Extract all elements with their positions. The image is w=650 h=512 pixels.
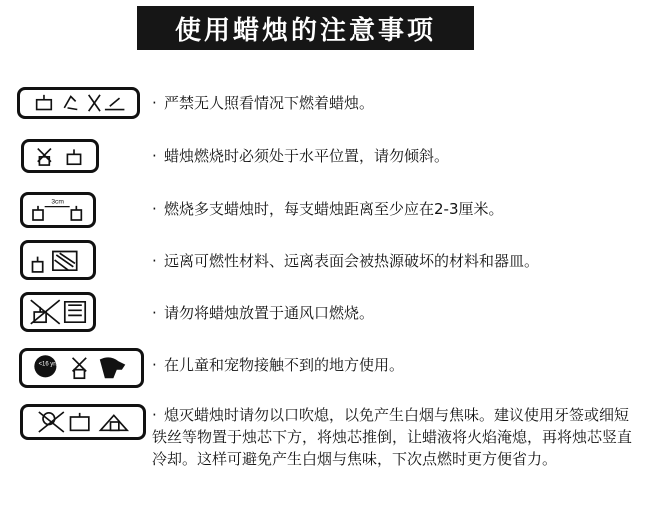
spacing-label: 3cm	[51, 198, 64, 206]
bullet: ·	[152, 356, 157, 374]
level-surface-icon	[21, 139, 99, 173]
bullet: ·	[152, 147, 157, 165]
bullet: ·	[152, 94, 157, 112]
children-pets-icon	[19, 348, 144, 388]
no-draft-icon	[20, 292, 96, 332]
page-title: 使用蜡烛的注意事项	[137, 6, 474, 50]
no-blowing-icon	[20, 404, 146, 440]
unattended-candle-icon	[17, 87, 140, 119]
spacing-3cm-icon	[20, 192, 96, 228]
rule-text-5: 请勿将蜡烛放置于通风口燃烧。	[164, 304, 375, 322]
bullet: ·	[152, 252, 157, 270]
bullet: ·	[152, 304, 157, 322]
bullet: ·	[152, 200, 157, 218]
rule-text-1: 严禁无人照看情况下燃着蜡烛。	[164, 94, 375, 112]
rule-text-6: 在儿童和宠物接触不到的地方使用。	[164, 356, 405, 374]
rule-text-2: 蜡烛燃烧时必须处于水平位置，请勿倾斜。	[164, 147, 450, 165]
rule-text-3: 燃烧多支蜡烛时，每支蜡烛距离至少应在2-3厘米。	[164, 200, 504, 218]
rule-text-7: 熄灭蜡烛时请勿以口吹熄，以免产生白烟与焦味。建议使用牙签或细短铁丝等物置于烛芯下方，将烛芯推倒，让蜡液将火焰淹熄，再将烛芯竖直冷却。这样可避免产生白烟与焦味，下次点燃时更方便省力。	[152, 406, 633, 468]
age-label: <16 yrs	[38, 361, 59, 368]
rule-text-4: 远离可燃性材料、远离表面会被热源破坏的材料和器皿。	[164, 252, 540, 270]
bullet: ·	[152, 406, 157, 424]
flammable-materials-icon	[20, 240, 96, 280]
